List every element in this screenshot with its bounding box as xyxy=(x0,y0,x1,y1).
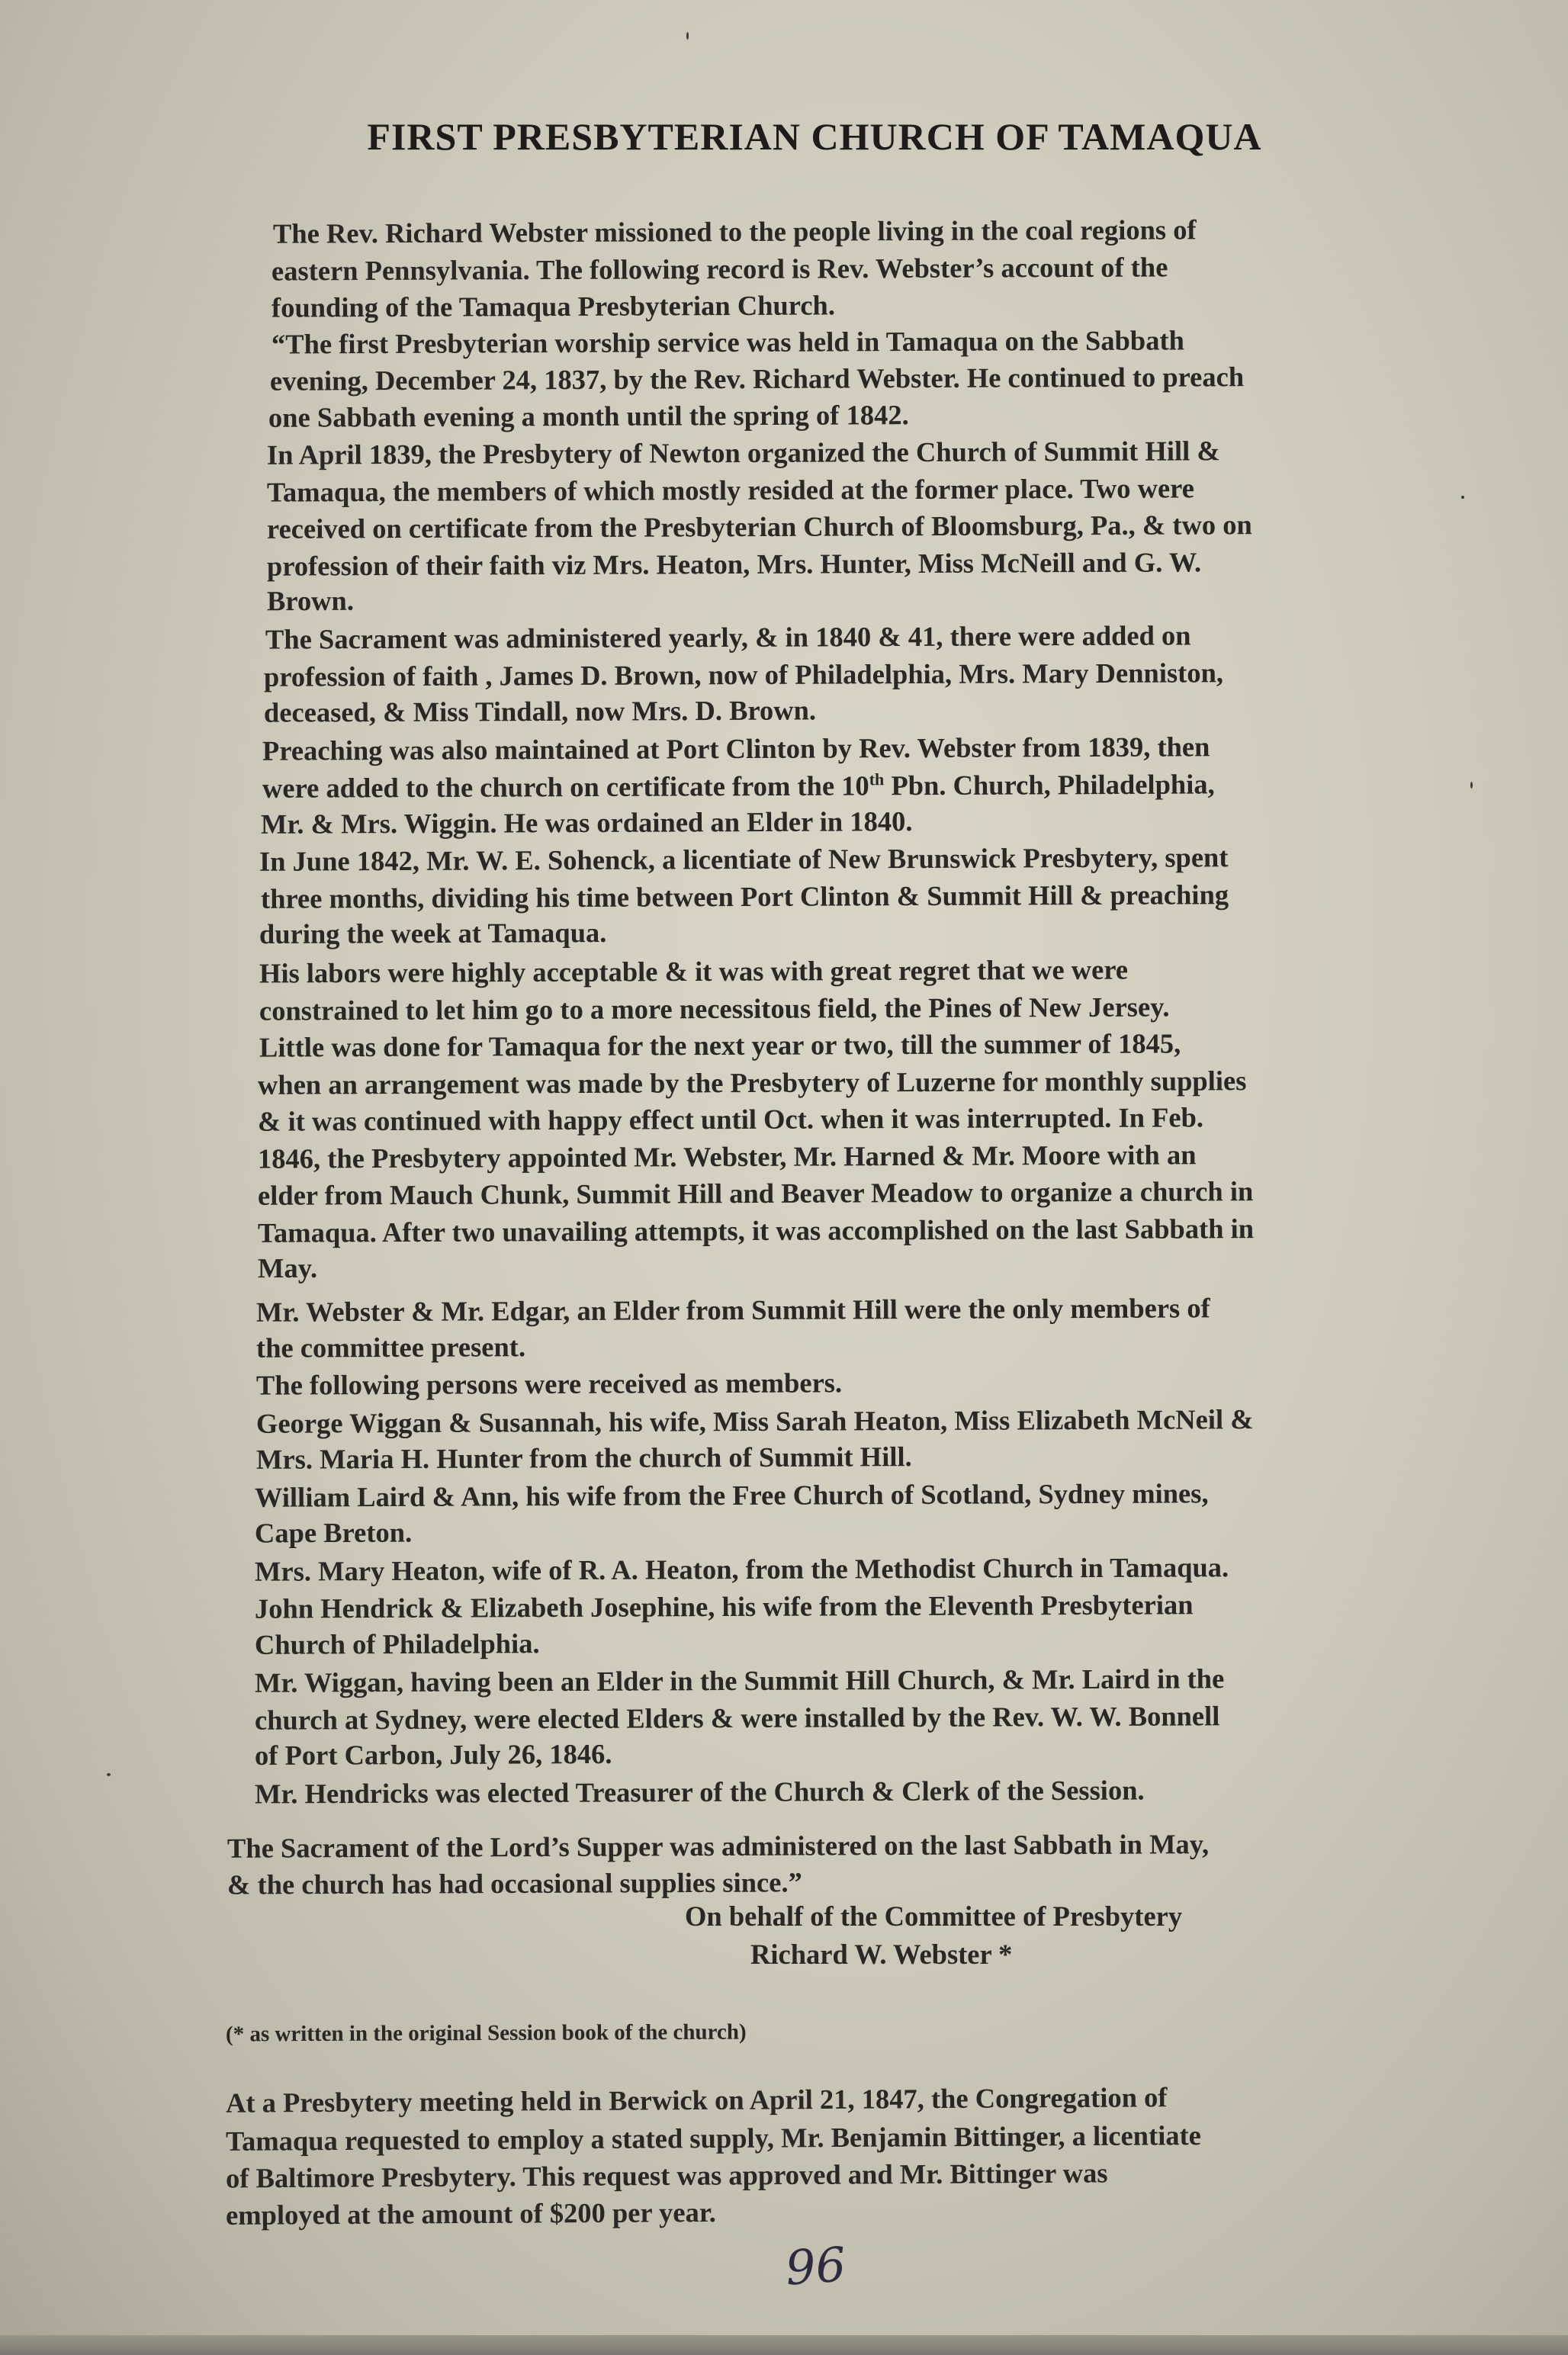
body-line: evening, December 24, 1837, by the Rev. Richard Webster. He continued to preach xyxy=(269,361,1245,397)
body-line: The Rev. Richard Webster missioned to the people living in the coal regions of xyxy=(272,214,1197,249)
closing-line: employed at the amount of $200 per year. xyxy=(225,2196,716,2231)
body-line: Preaching was also maintained at Port Clinton by Rev. Webster from 1839, then xyxy=(262,731,1210,766)
body-line: founding of the Tamaqua Presbyterian Church. xyxy=(271,289,836,323)
body-line: of Port Carbon, July 26, 1846. xyxy=(254,1737,612,1772)
document-title: FIRST PRESBYTERIAN CHURCH OF TAMAQUA xyxy=(367,115,1262,158)
body-line: Church of Philadelphia. xyxy=(254,1627,540,1660)
body-line: Mr. Webster & Mr. Edgar, an Elder from Summit Hill were the only members of xyxy=(255,1292,1210,1328)
body-line: when an arrangement was made by the Presbytery of Luzerne for monthly supplies xyxy=(257,1065,1247,1100)
body-line: elder from Mauch Chunk, Summit Hill and Beaver Meadow to organize a church in xyxy=(257,1175,1254,1211)
signature-name: Richard W. Webster * xyxy=(750,1939,1013,1970)
body-line: Mr. & Mrs. Wiggin. He was ordained an Elder in 1840. xyxy=(260,805,913,840)
body-line: three months, dividing his time between Port Clinton & Summit Hill & preaching xyxy=(260,879,1229,914)
paper-speck xyxy=(1461,496,1464,499)
body-line: Brown. xyxy=(266,584,355,617)
body-line: were added to the church on certificate from the 10th Pbn. Church, Philadelphia, xyxy=(262,768,1215,804)
body-line: His labors were highly acceptable & it was with great regret that we were xyxy=(259,953,1129,989)
body-line: William Laird & Ann, his wife from the Free Church of Scotland, Sydney mines, xyxy=(254,1477,1209,1513)
body-line: The Sacrament was administered yearly, & in 1840 & 41, there were added on xyxy=(265,619,1191,655)
body-line: Tamaqua, the members of which mostly resided at the former place. Two were xyxy=(266,472,1194,508)
closing-line: At a Presbytery meeting held in Berwick on April 21, 1847, the Congregation of xyxy=(225,2081,1168,2119)
paper-speck xyxy=(686,32,689,40)
body-line: & the church has had occasional supplies since.” xyxy=(227,1866,802,1900)
body-line: profession of their faith viz Mrs. Heaton, Mrs. Hunter, Miss McNeill and G. W. xyxy=(266,546,1202,582)
footnote: (* as written in the original Session book of the church) xyxy=(225,2019,747,2047)
body-line: Mrs. Maria H. Hunter from the church of Summit Hill. xyxy=(255,1441,912,1475)
body-line: The Sacrament of the Lord’s Supper was administered on the last Sabbath in May, xyxy=(227,1828,1210,1864)
body-line: 1846, the Presbytery appointed Mr. Webster, Mr. Harned & Mr. Moore with an xyxy=(257,1139,1197,1174)
body-line: Tamaqua. After two unavailing attempts, it was accomplished on the last Sabbath in xyxy=(257,1213,1255,1248)
body-line: May. xyxy=(257,1251,318,1284)
page-bottom-edge xyxy=(0,2335,1568,2355)
body-line: Mr. Wiggan, having been an Elder in the Summit Hill Church, & Mr. Laird in the xyxy=(254,1663,1225,1698)
body-line: Mr. Hendricks was elected Treasurer of the Church & Clerk of the Session. xyxy=(254,1774,1145,1810)
body-line: & it was continued with happy effect until Oct. when it was interrupted. In Feb. xyxy=(257,1101,1204,1137)
body-line: the committee present. xyxy=(255,1331,526,1364)
body-line: Cape Breton. xyxy=(254,1516,413,1549)
body-line: constrained to let him go to a more necessitous field, the Pines of New Jersey. xyxy=(259,991,1170,1026)
paper-speck xyxy=(107,1773,111,1776)
body-line: church at Sydney, were elected Elders & were installed by the Rev. W. W. Bonnell xyxy=(254,1700,1220,1736)
body-line: profession of faith , James D. Brown, now of Philadelphia, Mrs. Mary Denniston, xyxy=(263,657,1224,692)
body-line: deceased, & Miss Tindall, now Mrs. D. Brown. xyxy=(263,694,817,728)
closing-line: of Baltimore Presbytery. This request was approved and Mr. Bittinger was xyxy=(225,2157,1108,2194)
body-line: John Hendrick & Elizabeth Josephine, his wife from the Eleventh Presbyterian xyxy=(254,1589,1194,1624)
body-line: The following persons were received as members. xyxy=(255,1367,843,1401)
body-line: “The first Presbyterian worship service was held in Tamaqua on the Sabbath xyxy=(271,324,1184,360)
signature-line: On behalf of the Committee of Presbytery xyxy=(685,1900,1183,1932)
page-number: 96 xyxy=(783,2236,848,2296)
body-line: In April 1839, the Presbytery of Newton organized the Church of Summit Hill & xyxy=(266,435,1220,471)
body-line: received on certificate from the Presbyterian Church of Bloomsburg, Pa., & two on xyxy=(266,509,1252,545)
closing-line: Tamaqua requested to employ a stated supply, Mr. Benjamin Bittinger, a licentiate xyxy=(225,2119,1202,2157)
body-line: Little was done for Tamaqua for the next year or two, till the summer of 1845, xyxy=(259,1027,1181,1063)
body-line: Mrs. Mary Heaton, wife of R. A. Heaton, from the Methodist Church in Tamaqua. xyxy=(254,1551,1229,1587)
body-line: during the week at Tamaqua. xyxy=(259,917,607,949)
body-line: eastern Pennsylvania. The following record is Rev. Webster’s account of the xyxy=(271,251,1168,287)
paper-speck xyxy=(1470,782,1473,789)
body-line: one Sabbath evening a month until the spring of 1842. xyxy=(268,399,909,433)
body-line: In June 1842, Mr. W. E. Sohenck, a licentiate of New Brunswick Presbytery, spent xyxy=(259,841,1229,877)
body-line: George Wiggan & Susannah, his wife, Miss Sarah Heaton, Miss Elizabeth McNeil & xyxy=(255,1403,1254,1439)
